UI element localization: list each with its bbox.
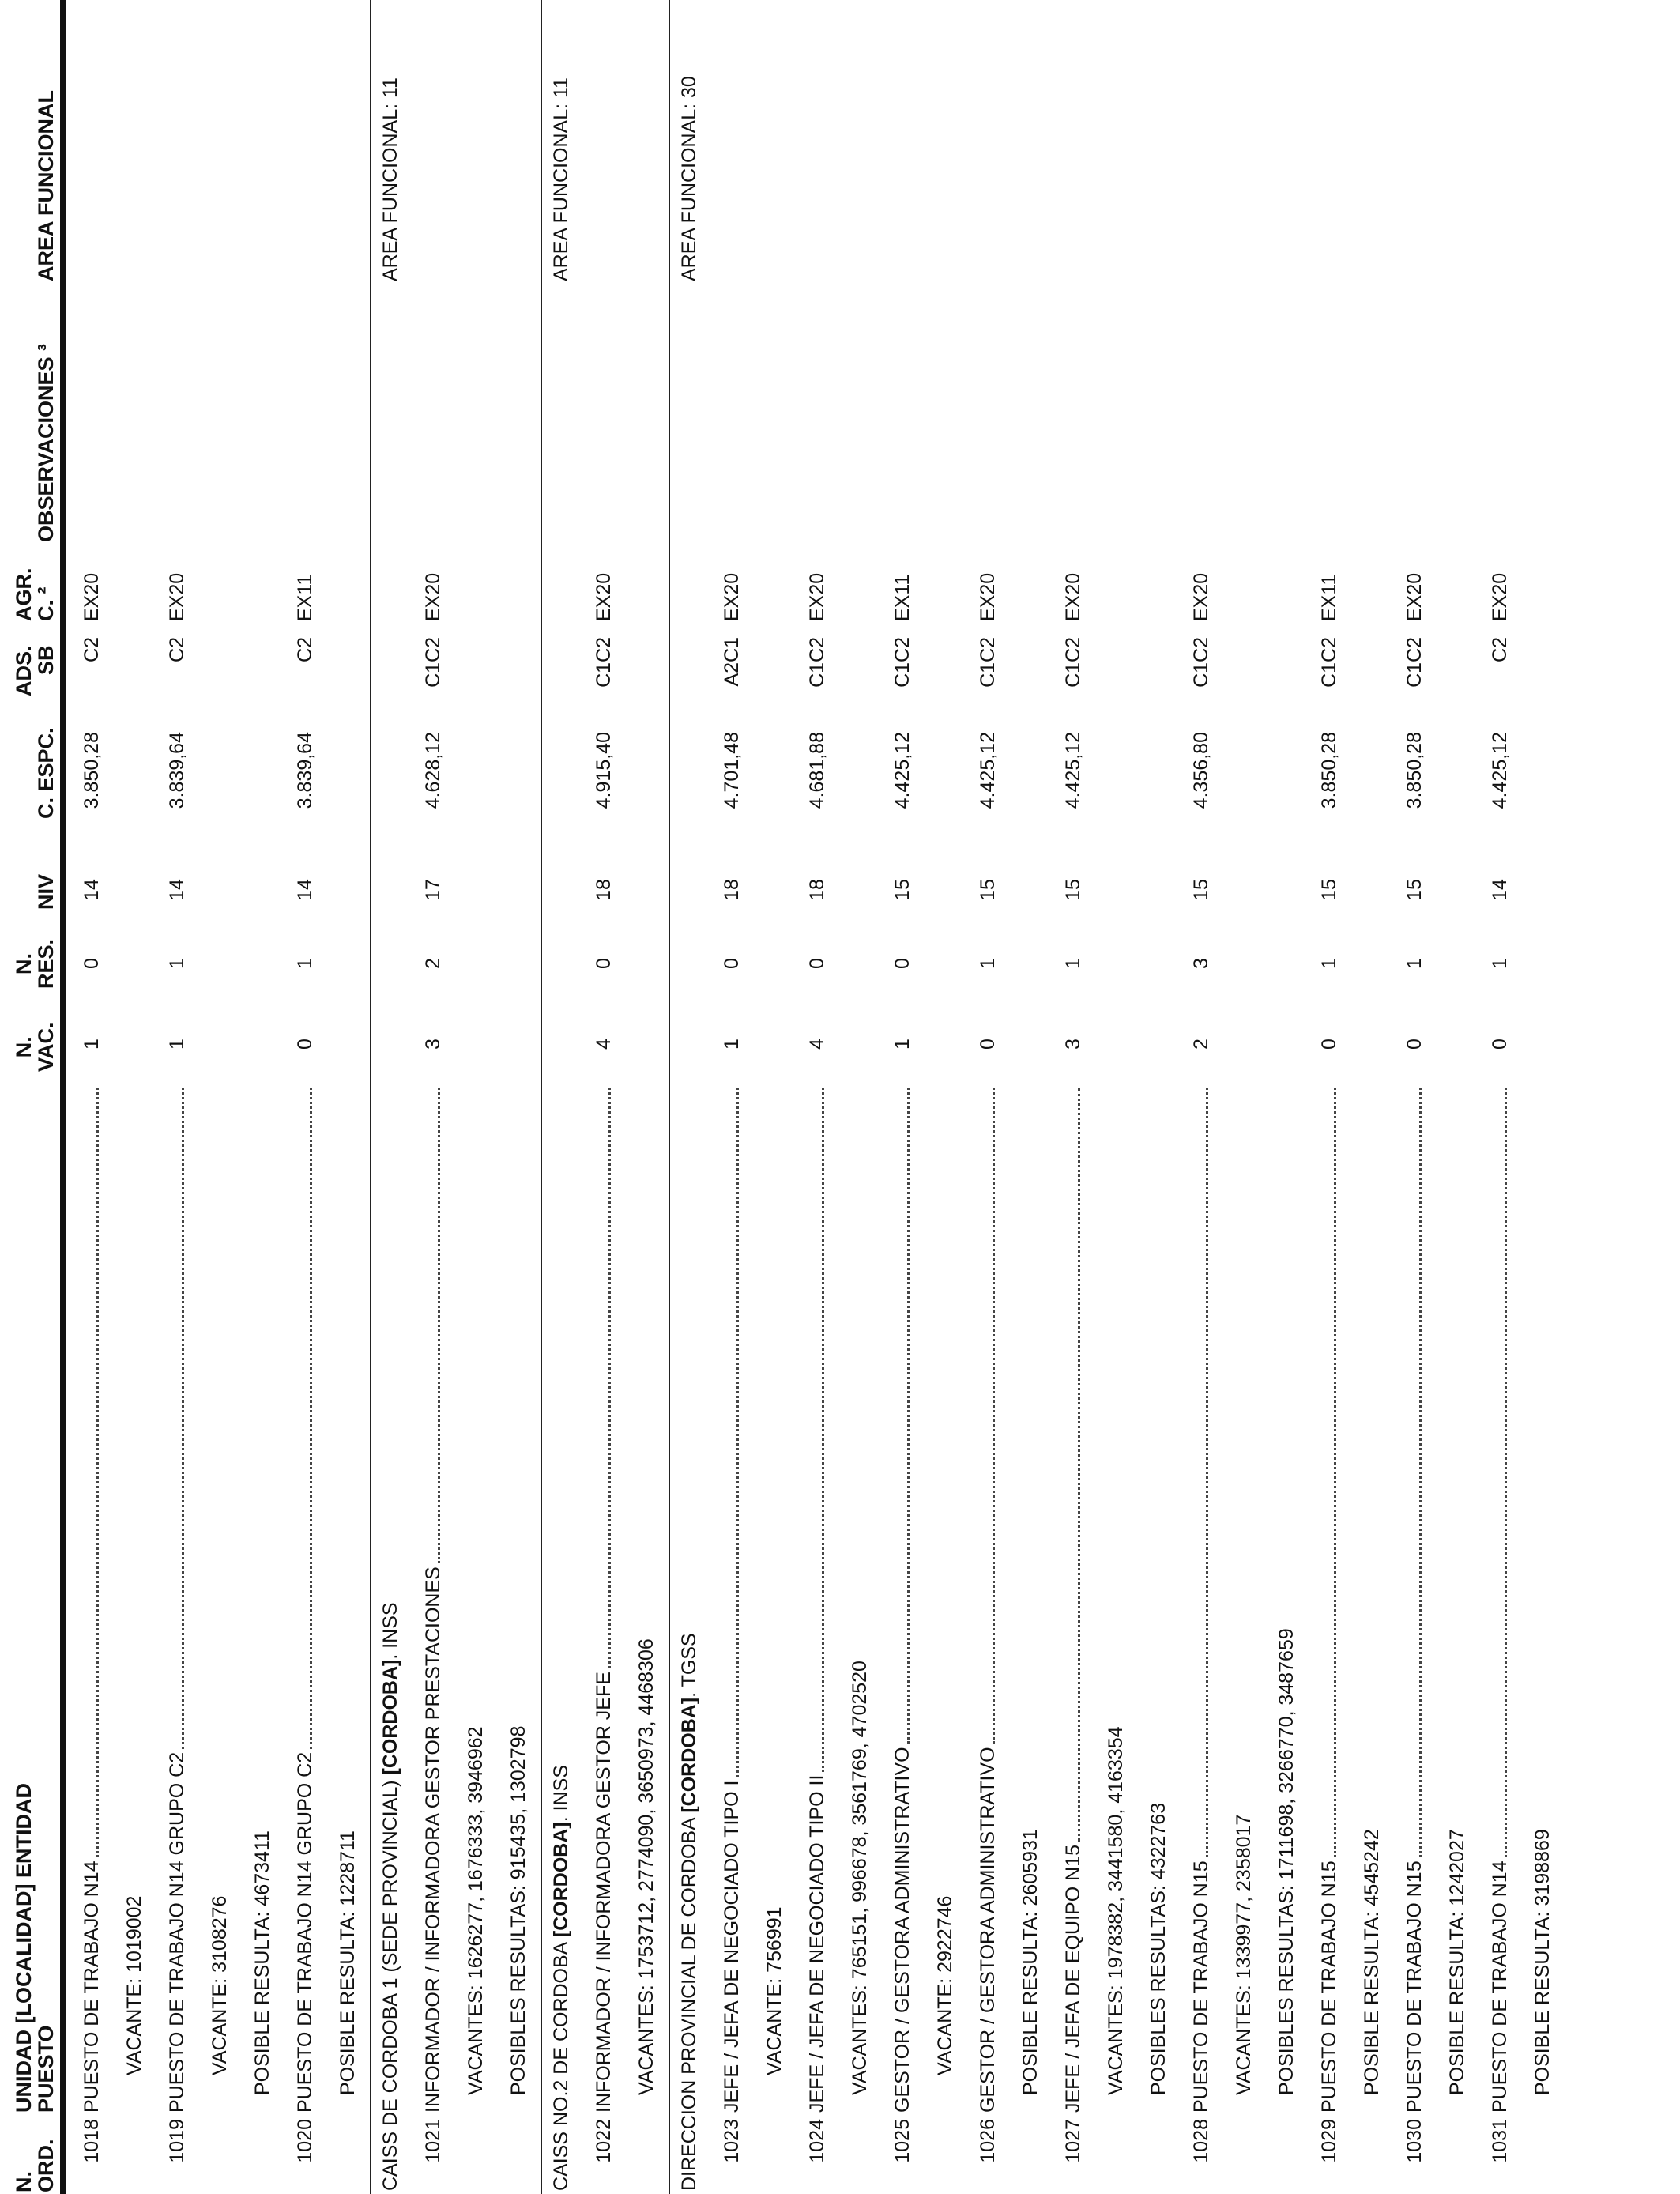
resultas-count: 3 [1190,958,1212,969]
table-row [1487,0,1516,2194]
dot-leader [822,1088,824,1772]
nivel: 14 [294,879,316,901]
resultas-count: 1 [166,958,188,969]
vacantes-count: 3 [1062,1039,1084,1050]
resultas-count: 0 [81,958,103,969]
complemento-especifico: 3.850,28 [1403,732,1426,809]
nivel: 18 [806,879,828,901]
header-vac [13,1022,57,1072]
puesto-name: GESTOR / GESTORA ADMINISTRATIVO [891,1747,913,2113]
order-number: 1025 [891,2119,913,2163]
resultas-count: 1 [1403,958,1426,969]
detail-text: POSIBLES RESULTAS: 1711698, 3266770, 3487659 [1275,1628,1298,2095]
detail-text: VACANTE: 756991 [763,1906,785,2075]
nivel: 18 [593,879,615,901]
dot-leader [1505,1088,1507,1857]
unit-row [676,0,705,2194]
unit-row [378,0,406,2194]
unit-name-text: CAISS NO.2 DE CORDOBA [550,1937,572,2191]
adscripcion-subgrupo: C2 [294,637,316,662]
detail-row [1530,0,1558,2194]
resultas-count: 0 [806,958,828,969]
dot-leader [182,1088,184,1749]
unit-locality: [CORDOBA] [678,1697,700,1813]
order-number: 1018 [81,2119,103,2163]
puesto-name: PUESTO DE TRABAJO N14 GRUPO C2 [166,1751,188,2113]
detail-row [1018,0,1046,2194]
complemento-especifico: 4.425,12 [891,732,913,809]
complemento-especifico: 4.425,12 [1062,732,1084,809]
order-number: 1029 [1318,2119,1340,2163]
agrupacion-cuerpo: EX20 [1489,572,1511,621]
dot-leader [96,1088,99,1857]
header-agr-line1: AGR. [12,567,36,621]
header-agr-line2: C. ² [34,586,58,621]
dot-leader [438,1088,440,1563]
puesto-name: PUESTO DE TRABAJO N14 GRUPO C2 [294,1751,316,2113]
agrupacion-cuerpo: EX20 [977,572,999,621]
vacantes-count: 4 [593,1039,615,1050]
table-row [292,0,321,2194]
vacantes-count: 1 [166,1039,188,1050]
agrupacion-cuerpo: EX20 [166,572,188,621]
table-row [1402,0,1430,2194]
adscripcion-subgrupo: C1C2 [1318,637,1340,688]
table-row [804,0,833,2194]
adscripcion-subgrupo: A2C1 [721,637,743,687]
table-row [719,0,748,2194]
complemento-especifico: 3.839,64 [294,732,316,809]
header-ord-line2: ORD. [34,2139,58,2192]
dot-leader [1078,1088,1080,1842]
resultas-count: 1 [977,958,999,969]
table-row [591,0,620,2194]
header-unidad-line1: UNIDAD [LOCALIDAD] ENTIDAD [12,1783,36,2113]
header-niv: NIV [34,873,58,910]
detail-row [335,0,363,2194]
header-ads-line1: ADS. [12,645,36,696]
vacantes-count: 0 [1403,1039,1426,1050]
nivel: 15 [1403,879,1426,901]
detail-row [1146,0,1174,2194]
resultas-count: 0 [593,958,615,969]
header-observaciones: OBSERVACIONES ³ [34,343,58,542]
header-res-line1: N. [12,952,36,974]
detail-text: POSIBLE RESULTA: 4673411 [251,1830,273,2095]
detail-row [1359,0,1388,2194]
header-agr [13,568,57,622]
vacantes-count: 1 [721,1039,743,1050]
detail-row [250,0,278,2194]
puesto-name: INFORMADOR / INFORMADORA GESTOR JEFE [593,1672,615,2113]
unit-entity: . INSS [379,1602,401,1660]
complemento-especifico: 4.425,12 [977,732,999,809]
order-number: 1024 [806,2119,828,2163]
adscripcion-subgrupo: C1C2 [593,637,615,688]
table-row [79,0,107,2194]
order-number: 1031 [1489,2119,1511,2163]
order-number: 1022 [593,2119,615,2163]
agrupacion-cuerpo: EX20 [1062,572,1084,621]
order-number: 1021 [422,2119,444,2163]
nivel: 14 [1489,879,1511,901]
agrupacion-cuerpo: EX11 [1318,574,1340,621]
unit-separator [541,0,542,2194]
puesto-name: PUESTO DE TRABAJO N14 [81,1860,103,2113]
dot-leader [608,1088,611,1668]
agrupacion-cuerpo: EX20 [81,572,103,621]
detail-text: POSIBLES RESULTAS: 4322763 [1147,1802,1170,2095]
unit-name-text: CAISS DE CORDOBA 1 (SEDE PROVINCIAL) [379,1774,401,2191]
detail-row [762,0,790,2194]
table-row [164,0,193,2194]
unit-name [548,1765,574,2191]
adscripcion-subgrupo: C1C2 [1062,637,1084,688]
vacantes-count: 1 [891,1039,913,1050]
unit-entity: . INSS [550,1765,572,1823]
detail-row [506,0,534,2194]
dot-leader [736,1088,739,1777]
adscripcion-subgrupo: C1C2 [977,637,999,688]
puesto-name: PUESTO DE TRABAJO N15 [1190,1860,1212,2113]
agrupacion-cuerpo: EX20 [1403,572,1426,621]
order-number: 1028 [1190,2119,1212,2163]
resultas-count: 1 [1489,958,1511,969]
puesto-name: PUESTO DE TRABAJO N15 [1403,1860,1426,2113]
header-espc: C. ESPC. [34,727,58,819]
adscripcion-subgrupo: C1C2 [806,637,828,688]
dot-leader [310,1088,312,1749]
table-row [1188,0,1217,2194]
unit-locality: [CORDOBA] [550,1822,572,1938]
nivel: 15 [1062,879,1084,901]
header-vac-line1: N. [12,1036,36,1058]
complemento-especifico: 3.850,28 [1318,732,1340,809]
complemento-especifico: 4.425,12 [1489,732,1511,809]
detail-row [1445,0,1473,2194]
vacantes-count: 0 [977,1039,999,1050]
detail-text: VACANTE: 2922746 [934,1895,956,2075]
unit-locality: [CORDOBA] [379,1659,401,1775]
complemento-especifico: 3.839,64 [166,732,188,809]
vacantes-count: 2 [1190,1039,1212,1050]
vacantes-count: 1 [81,1039,103,1050]
complemento-especifico: 4.915,40 [593,732,615,809]
nivel: 15 [1190,879,1212,901]
resultas-count: 1 [294,958,316,969]
adscripcion-subgrupo: C1C2 [1403,637,1426,688]
table-row [1060,0,1089,2194]
complemento-especifico: 3.850,28 [81,732,103,809]
detail-text: POSIBLE RESULTA: 1228711 [337,1830,359,2095]
vacantes-count: 0 [1489,1039,1511,1050]
area-funcional: AREA FUNCIONAL: 11 [379,77,401,281]
nivel: 17 [422,879,444,901]
adscripcion-subgrupo: C1C2 [891,637,913,688]
detail-row [207,0,235,2194]
dot-leader [1334,1088,1336,1857]
detail-row [932,0,961,2194]
nivel: 18 [721,879,743,901]
puesto-name: JEFE / JEFA DE NEGOCIADO TIPO II [806,1774,828,2113]
detail-row [847,0,876,2194]
unit-separator [370,0,371,2194]
order-number: 1030 [1403,2119,1426,2163]
detail-row [634,0,662,2194]
detail-text: VACANTE: 1019002 [123,1895,145,2075]
puesto-name: PUESTO DE TRABAJO N15 [1318,1860,1340,2113]
unit-entity: . TGSS [678,1633,700,1698]
detail-row [463,0,492,2194]
dot-leader [1419,1088,1422,1857]
detail-text: VACANTES: 1753712, 2774090, 3650973, 4468306 [635,1638,657,2095]
nivel: 14 [81,879,103,901]
detail-text: POSIBLE RESULTA: 3198869 [1531,1829,1554,2095]
detail-text: POSIBLE RESULTA: 2605931 [1019,1829,1042,2095]
adscripcion-subgrupo: C1C2 [1190,637,1212,688]
order-number: 1023 [721,2119,743,2163]
unit-name [676,1633,702,2191]
agrupacion-cuerpo: EX20 [593,572,615,621]
table-row [420,0,449,2194]
puesto-name: PUESTO DE TRABAJO N14 [1489,1860,1511,2113]
header-area-funcional: AREA FUNCIONAL [34,90,58,281]
vacantes-count: 0 [294,1039,316,1050]
nivel: 15 [977,879,999,901]
detail-row [1274,0,1302,2194]
header-res-line2: RES. [34,938,58,989]
header-unidad [13,1783,57,2113]
complemento-especifico: 4.628,12 [422,732,444,809]
order-number: 1020 [294,2119,316,2163]
header-vac-line2: VAC. [34,1022,58,1072]
header-res [13,939,57,989]
agrupacion-cuerpo: EX11 [294,574,316,621]
nivel: 14 [166,879,188,901]
detail-row [122,0,150,2194]
vacantes-count: 3 [422,1039,444,1050]
puesto-name: JEFE / JEFA DE NEGOCIADO TIPO I [721,1780,743,2113]
dot-leader [907,1088,910,1744]
area-funcional: AREA FUNCIONAL: 30 [678,76,700,281]
adscripcion-subgrupo: C1C2 [422,637,444,688]
table-row [975,0,1004,2194]
order-number: 1019 [166,2119,188,2163]
detail-text: POSIBLES RESULTAS: 915435, 1302798 [507,1725,529,2095]
agrupacion-cuerpo: EX11 [891,574,913,621]
adscripcion-subgrupo: C2 [1489,637,1511,662]
header-ord-line1: N. [12,2171,36,2192]
detail-text: POSIBLE RESULTA: 4545242 [1361,1829,1383,2095]
header-unidad-line2: PUESTO [34,2025,58,2113]
puesto-name: INFORMADOR / INFORMADORA GESTOR PRESTACIONES [422,1566,444,2113]
agrupacion-cuerpo: EX20 [1190,572,1212,621]
complemento-especifico: 4.701,48 [721,732,743,809]
detail-text: VACANTES: 1978382, 3441580, 4163354 [1105,1726,1127,2095]
resultas-count: 1 [1062,958,1084,969]
table-row [1317,0,1345,2194]
header-ads [13,645,57,696]
resultas-count: 1 [1318,958,1340,969]
adscripcion-subgrupo: C2 [81,637,103,662]
dot-leader [1206,1088,1208,1857]
header-rule [60,0,66,2194]
puesto-name: JEFE / JEFA DE EQUIPO N15 [1062,1845,1084,2113]
resultas-count: 0 [891,958,913,969]
header-ads-line2: SB [34,645,58,675]
table-row [890,0,918,2194]
unit-row [548,0,577,2194]
puesto-name: GESTOR / GESTORA ADMINISTRATIVO [977,1747,999,2113]
order-number: 1027 [1062,2119,1084,2163]
detail-text: POSIBLE RESULTA: 1242027 [1446,1829,1468,2095]
area-funcional: AREA FUNCIONAL: 11 [550,77,572,281]
complemento-especifico: 4.681,88 [806,732,828,809]
detail-text: VACANTE: 3108276 [209,1895,231,2075]
resultas-count: 0 [721,958,743,969]
unit-name [378,1602,403,2191]
agrupacion-cuerpo: EX20 [721,572,743,621]
adscripcion-subgrupo: C2 [166,637,188,662]
nivel: 15 [1318,879,1340,901]
vacantes-count: 0 [1318,1039,1340,1050]
dot-leader [993,1088,995,1744]
detail-text: VACANTES: 1626277, 1676333, 3946962 [465,1726,487,2095]
detail-row [1231,0,1260,2194]
unit-name-text: DIRECCION PROVINCIAL DE CORDOBA [678,1812,700,2191]
table-header [13,0,60,2194]
unit-separator [669,0,670,2194]
order-number: 1026 [977,2119,999,2163]
detail-row [1103,0,1132,2194]
detail-text: VACANTES: 1339977, 2358017 [1233,1814,1255,2095]
nivel: 15 [891,879,913,901]
resultas-count: 2 [422,958,444,969]
detail-text: VACANTES: 765151, 996678, 3561769, 4702520 [849,1661,871,2095]
header-ord [13,2139,57,2193]
agrupacion-cuerpo: EX20 [422,572,444,621]
vacantes-count: 4 [806,1039,828,1050]
agrupacion-cuerpo: EX20 [806,572,828,621]
complemento-especifico: 4.356,80 [1190,732,1212,809]
